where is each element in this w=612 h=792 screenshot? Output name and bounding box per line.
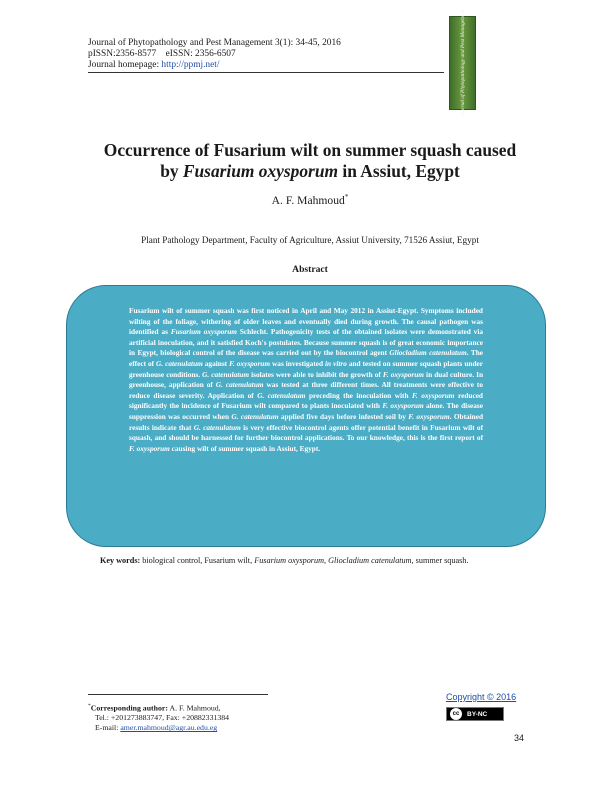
header-divider [88, 72, 444, 73]
abstract-segment: Fusarium wilt of summer squash was first noticed in April and May 2012 in Assiut-Egypt. Symptoms included wilting of the foliage, withering of older leaves and eventually died during growth. The causal pathogen was identified as [129, 306, 483, 337]
abstract-italic: G. catenulatum [193, 422, 241, 432]
license-label: BY-NC [467, 710, 488, 718]
abstract-italic: F. oxysporum [382, 401, 424, 411]
abstract-segment: alone. The disease suppression was occurred when [129, 401, 483, 421]
email-link[interactable]: amer.mahmoud@agr.au.edu.eg [120, 723, 218, 733]
homepage-line [88, 60, 341, 71]
page-number: 34 [514, 733, 525, 743]
abstract-heading: Abstract [292, 264, 328, 275]
cc-license-badge[interactable] [446, 707, 504, 721]
affiliation: Plant Pathology Department, Faculty of Agriculture, Assiut University, 71526 Assiut, Egypt [141, 235, 479, 245]
journal-logo [449, 9, 476, 117]
author-mark: * [344, 193, 349, 201]
journal-logo-text: Journal of Phytopathology and Pest Management [459, 9, 466, 117]
abstract-italic: F. oxysporum [229, 358, 271, 368]
abstract-segment: isolates were able to inhibit the growth of [249, 369, 383, 379]
abstract-italic: in vitro [325, 358, 347, 368]
title-line-2-prefix: by [160, 161, 183, 181]
abstract-italic: G. catenulatum [231, 411, 279, 421]
paper-title [60, 140, 560, 182]
abstract-italic: F. oxysporum [412, 390, 455, 400]
abstract-segment: Schlecht. Pathogenicity tests of the obtained isolates were demonstrated via artificial inoculation, and it satisfied Koch's postulates. Because summer squash is of great economic importance in Egypt, biological control of the disease was carried out by the biocontrol agent [129, 327, 483, 358]
abstract-segment: reduced significantly the incidence of Fusarium wilt compared to plants inoculated with [129, 390, 483, 411]
abstract-segment: . The effect of [129, 348, 483, 368]
footnote-label: Corresponding author: [90, 703, 168, 713]
abstract-segment: was tested at three different times. All treatments were effective to reduce disease severity. Application of [129, 380, 483, 400]
abstract-italic: Fusarium oxysporum [170, 327, 237, 337]
abstract-text [129, 306, 483, 454]
copyright-link[interactable]: Copyright © 2016 [446, 692, 517, 702]
journal-header [88, 38, 341, 72]
keywords-line [100, 556, 530, 565]
abstract-segment: applied five days before infested soil by [278, 411, 409, 421]
keywords-text: biological control, Fusarium wilt, [140, 556, 255, 565]
abstract-segment: was investigated [270, 358, 326, 368]
abstract-segment: and tested on summer squash plants under greenhouse conditions. [129, 358, 484, 379]
keywords-label: Key words: [100, 556, 141, 565]
abstract-italic: F. oxysporum [382, 369, 424, 379]
footnote-phone: Tel.: +201273883747, Fax: +20882331384 [95, 713, 230, 723]
abstract-segment: against [202, 358, 230, 368]
author-line [60, 193, 560, 207]
title-line-2-suffix: in Assiut, Egypt [338, 161, 460, 181]
abstract-italic: G. catenulatum [215, 380, 264, 390]
abstract-segment: . Obtained results indicate that [129, 411, 484, 432]
journal-citation: Journal of Phytopathology and Pest Management 3(1): 34-45, 2016 [88, 38, 341, 48]
homepage-link[interactable]: http://ppmj.net/ [161, 60, 220, 71]
abstract-segment: causing wilt of summer squash in Assiut, Egypt. [169, 443, 321, 453]
title-species: Fusarium oxysporum [182, 161, 339, 181]
keywords-italic: Fusarium oxysporum [254, 556, 325, 565]
abstract-italic: F. oxysporum [129, 443, 170, 453]
abstract-italic: F. oxysporum [408, 411, 450, 421]
keywords-text: , [324, 556, 329, 565]
footnote-author-line [88, 702, 229, 713]
footnote-name: A. F. Mahmoud, [167, 703, 221, 713]
abstract-box [66, 285, 546, 547]
corresponding-footnote [88, 702, 229, 733]
keywords-italic: Gliocladium catenulatum [328, 556, 412, 565]
homepage-label: Journal homepage: [88, 60, 162, 71]
author-name: A. F. Mahmoud [271, 193, 345, 207]
abstract-italic: G. catenulatum [202, 369, 250, 379]
abstract-italic: G. catenulatum [156, 358, 203, 368]
footnote-mark: * [88, 703, 91, 709]
footnote-email-label: E-mail: [95, 723, 121, 733]
abstract-segment: is very effective biocontrol agents offer potential benefit in Fusarium wilt of squash, and should be harnessed for further biocontrol applications. To our knowledge, this is the first report of [129, 422, 484, 443]
footnote-email-line [88, 723, 229, 733]
abstract-italic: G. catenulatum [257, 390, 306, 400]
abstract-segment: in dual culture. In greenhouse, application of [129, 369, 483, 390]
keywords-text: , summer squash. [411, 556, 469, 565]
abstract-italic: Gliocladium catenulatum [389, 348, 467, 358]
abstract-segment: preceding the inoculation with [305, 390, 412, 400]
title-line-1: Occurrence of Fusarium wilt on summer squash caused [103, 140, 517, 160]
creative-commons-icon: cc [450, 708, 462, 720]
footnote-divider [88, 694, 268, 695]
issn-line: pISSN:2356-8577 eISSN: 2356-6507 [88, 49, 236, 60]
